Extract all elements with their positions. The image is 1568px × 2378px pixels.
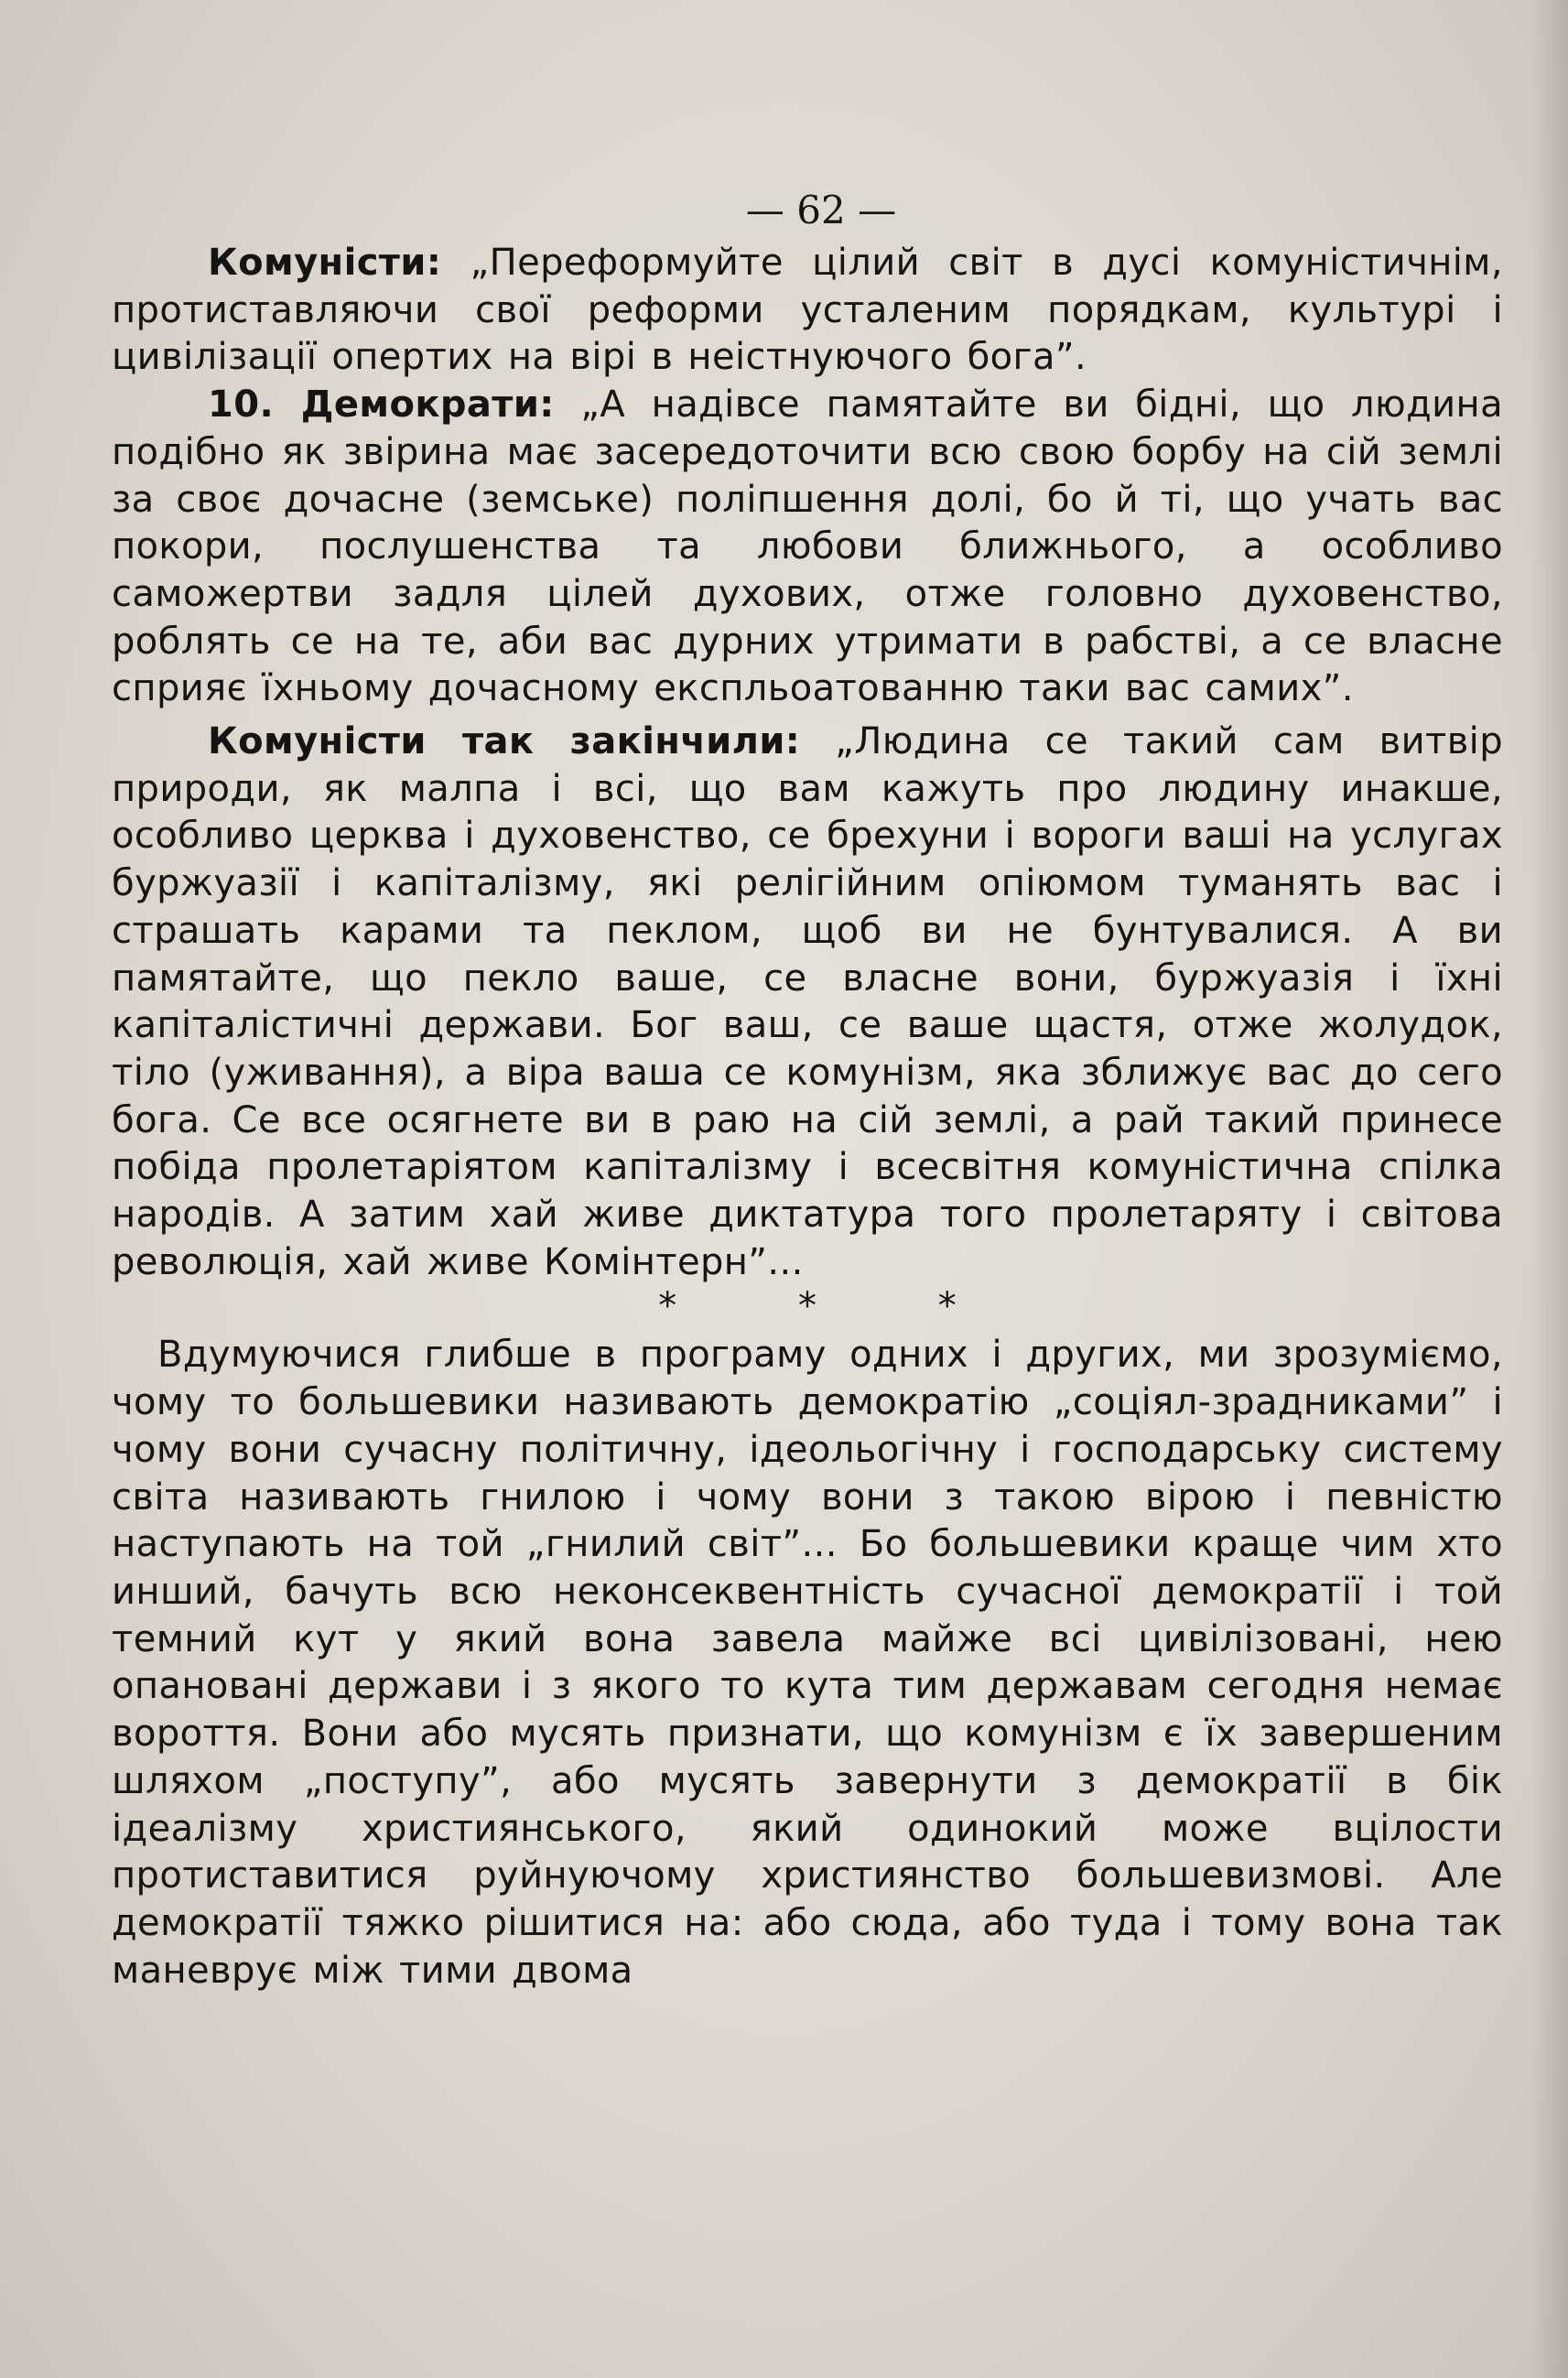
paragraph-communists-1: [112, 240, 1503, 382]
paragraph-closing: Вдумуючися глибше в програму одних і других, ми зрозуміємо, чому то большевики називають демократію „соціял-зрадниками” і чому вони сучасну політичну, ідеольогічну і господарську систему світа називають гнилою і чому вони з такою вірою і певністю наступають на той „гнилий світ”... Бо большевики краще чим хто инший, бачуть всю неконсеквентність сучасної демократії і той темний кут у який вона завела майже всі цивілізовані, нею опановані держави і з якого то кута тим державам сегодня немає вороття. Вони або мусять признати, що комунізм є їх завершеним шляхом „поступу”, або мусять завернути з демократії в бік ідеалізму християнського, який одинокий може вцілости протиставитися руйнуючому християнство большевизмові. Але демократії тяжко рішитися на: або сюда, або туда і тому вона так маневрує між тими двома: [112, 1334, 1503, 1992]
paragraph-text: „Людина се такий сам витвір природи, як малпа і всі, що вам кажуть про людину инакше, особливо церква і духовенство, се брехуни і вороги ваші на услугах буржуазії і капіталізму, які релігійним опіюмом туманять вас і страшать карами та пеклом, щоб ви не бунтувалися. А ви памятайте, що пекло ваше, се власне вони, буржуазія і їхні капіталістичні держави. Бог ваш, се ваше щастя, отже жолудок, тіло (уживання), а віра ваша се комунізм, яка зближує вас до сего бога. Се все осягнете ви в раю на сій землі, а рай такий принесе побіда пролетаріятом капіталізму і всесвітня комуністична спілка народів. А затим хай живе диктатура того пролетаряту і світова революція, хай живе Комінтерн”...: [112, 720, 1503, 1283]
section-separator: * * *: [658, 1285, 1011, 1328]
paragraph-democrats: [112, 382, 1503, 713]
speaker-label: Комуністи так закінчили:: [208, 720, 801, 763]
page-edge-shadow: [1531, 0, 1568, 2378]
paragraph-text: „А надівсе памятайте ви бідні, що людина подібно як звірина має засередоточити всю свою борбу на сій землі за своє дочасне (земське) поліпшення долі, бо й ті, що учать вас покори, послушенства та любови ближнього, а особливо саможертви задля цілей духових, отже головно духовенство, роблять се на те, аби вас дурних утримати в рабстві, а се власне сприяє їхньому дочасному експльоатованню таки вас самих”.: [112, 384, 1504, 710]
paragraph-communists-2: [112, 719, 1503, 1286]
speaker-label: Комуністи:: [208, 242, 442, 284]
paragraph-text: „Переформуйте цілий світ в дусі комуністичнім, протиставляючи свої реформи усталеним порядкам, культурі і цивілізації опертих на вірі в неістнуючого бога”.: [112, 242, 1503, 379]
speaker-label: 10. Демократи:: [208, 384, 555, 427]
page-body: [112, 183, 1503, 1994]
page-number: — 62 —: [745, 188, 897, 232]
